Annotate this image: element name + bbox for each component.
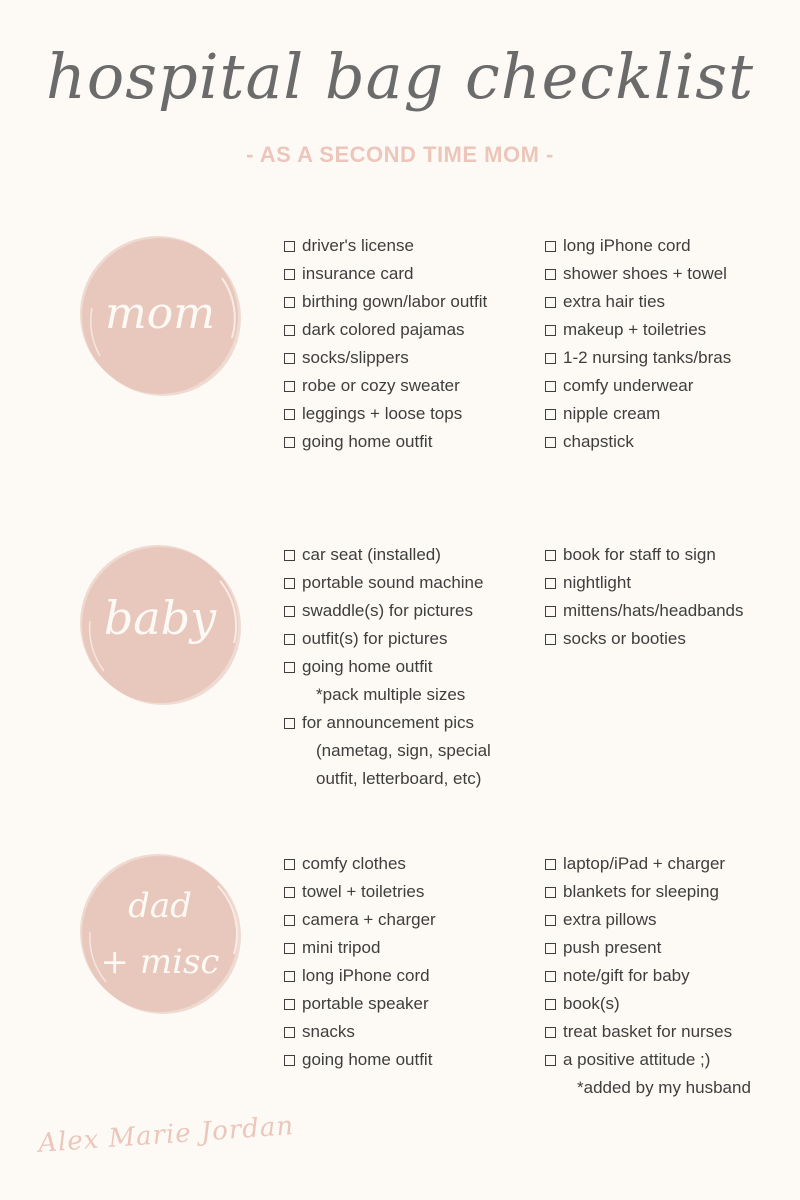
misc-badge-label: + misc (100, 942, 220, 982)
checklist-item[interactable]: a positive attitude ;) (545, 1046, 751, 1074)
checklist-item[interactable]: nipple cream (545, 400, 731, 428)
dad-misc-badge (82, 856, 238, 1012)
checkbox-icon[interactable] (284, 887, 295, 898)
checklist-item[interactable]: book(s) (545, 990, 751, 1018)
dad-list-left (284, 850, 436, 1074)
checkbox-icon[interactable] (545, 381, 556, 392)
item-note: *added by my husband (577, 1078, 751, 1097)
checkbox-icon[interactable] (284, 578, 295, 589)
section-dad-misc (0, 850, 800, 1110)
checkbox-icon[interactable] (284, 915, 295, 926)
checkbox-icon[interactable] (545, 437, 556, 448)
checkbox-icon[interactable] (284, 297, 295, 308)
checkbox-icon[interactable] (284, 241, 295, 252)
checkbox-icon[interactable] (545, 915, 556, 926)
checkbox-icon[interactable] (545, 409, 556, 420)
checklist-item[interactable]: leggings + loose tops (284, 400, 487, 428)
checklist-item[interactable]: makeup + toiletries (545, 316, 731, 344)
checklist-item[interactable]: car seat (installed) (284, 541, 491, 569)
author-signature: Alex Marie Jordan (37, 1111, 296, 1159)
checkbox-icon[interactable] (284, 269, 295, 280)
checkbox-icon[interactable] (545, 999, 556, 1010)
checklist-item[interactable]: laptop/iPad + charger (545, 850, 751, 878)
checklist-item[interactable]: for announcement pics (284, 709, 491, 737)
checkbox-icon[interactable] (545, 325, 556, 336)
checklist-item[interactable]: birthing gown/labor outfit (284, 288, 487, 316)
checklist-item[interactable]: going home outfit (284, 653, 491, 681)
checklist-item[interactable]: outfit(s) for pictures (284, 625, 491, 653)
checkbox-icon[interactable] (545, 241, 556, 252)
checklist-item[interactable]: 1-2 nursing tanks/bras (545, 344, 731, 372)
checkbox-icon[interactable] (545, 971, 556, 982)
checkbox-icon[interactable] (545, 859, 556, 870)
page-title: hospital bag checklist (45, 40, 755, 113)
dad-badge-label: dad (128, 886, 192, 926)
checklist-item[interactable]: camera + charger (284, 906, 436, 934)
item-note: *pack multiple sizes (316, 685, 466, 704)
checklist-item[interactable]: mini tripod (284, 934, 436, 962)
checklist-item[interactable]: robe or cozy sweater (284, 372, 487, 400)
checklist-item[interactable]: treat basket for nurses (545, 1018, 751, 1046)
checklist-item[interactable]: going home outfit (284, 428, 487, 456)
checkbox-icon[interactable] (545, 887, 556, 898)
checklist-item[interactable]: long iPhone cord (545, 232, 731, 260)
checklist-item[interactable]: extra hair ties (545, 288, 731, 316)
checklist-item[interactable]: extra pillows (545, 906, 751, 934)
checklist-item[interactable]: socks/slippers (284, 344, 487, 372)
checklist-item[interactable]: swaddle(s) for pictures (284, 597, 491, 625)
checkbox-icon[interactable] (284, 353, 295, 364)
baby-badge-label: baby (103, 591, 217, 645)
checklist-item[interactable]: push present (545, 934, 751, 962)
checkbox-icon[interactable] (284, 634, 295, 645)
checklist-item[interactable]: note/gift for baby (545, 962, 751, 990)
baby-badge (82, 547, 238, 703)
checklist-item[interactable]: comfy clothes (284, 850, 436, 878)
checkbox-icon[interactable] (284, 943, 295, 954)
checkbox-icon[interactable] (284, 606, 295, 617)
checkbox-icon[interactable] (545, 353, 556, 364)
checkbox-icon[interactable] (284, 325, 295, 336)
item-note: outfit, letterboard, etc) (316, 769, 482, 788)
checkbox-icon[interactable] (545, 1055, 556, 1066)
checkbox-icon[interactable] (284, 718, 295, 729)
checklist-item[interactable]: going home outfit (284, 1046, 436, 1074)
checkbox-icon[interactable] (545, 1027, 556, 1038)
checkbox-icon[interactable] (545, 297, 556, 308)
checkbox-icon[interactable] (545, 634, 556, 645)
checkbox-icon[interactable] (545, 550, 556, 561)
baby-list-right (545, 541, 744, 653)
checklist-item[interactable]: portable speaker (284, 990, 436, 1018)
checkbox-icon[interactable] (284, 999, 295, 1010)
checklist-item[interactable]: snacks (284, 1018, 436, 1046)
page-subtitle: - AS A SECOND TIME MOM - (246, 142, 554, 167)
checklist-item[interactable]: insurance card (284, 260, 487, 288)
checklist-item[interactable]: driver's license (284, 232, 487, 260)
checklist-item[interactable]: blankets for sleeping (545, 878, 751, 906)
checklist-item[interactable]: comfy underwear (545, 372, 731, 400)
checklist-item[interactable]: book for staff to sign (545, 541, 744, 569)
baby-list-left (284, 541, 491, 793)
checklist-item[interactable]: long iPhone cord (284, 962, 436, 990)
mom-badge (82, 238, 238, 394)
section-mom (0, 232, 800, 472)
checklist-item[interactable]: nightlight (545, 569, 744, 597)
checkbox-icon[interactable] (545, 269, 556, 280)
checkbox-icon[interactable] (284, 859, 295, 870)
checklist-item[interactable]: dark colored pajamas (284, 316, 487, 344)
checkbox-icon[interactable] (284, 550, 295, 561)
dad-list-right (545, 850, 751, 1102)
checklist-item[interactable]: towel + toiletries (284, 878, 436, 906)
checklist-item[interactable]: chapstick (545, 428, 731, 456)
checkbox-icon[interactable] (545, 606, 556, 617)
checklist-item[interactable]: shower shoes + towel (545, 260, 731, 288)
item-note: (nametag, sign, special (316, 741, 491, 760)
checklist-item[interactable]: portable sound machine (284, 569, 491, 597)
checkbox-icon[interactable] (284, 662, 295, 673)
checkbox-icon[interactable] (545, 578, 556, 589)
checkbox-icon[interactable] (284, 971, 295, 982)
checkbox-icon[interactable] (284, 1027, 295, 1038)
checklist-item[interactable]: socks or booties (545, 625, 744, 653)
checkbox-icon[interactable] (284, 409, 295, 420)
brush-ring-icon (82, 856, 238, 1012)
mom-list-right (545, 232, 731, 456)
checkbox-icon[interactable] (284, 1055, 295, 1066)
mom-list-left (284, 232, 487, 456)
checkbox-icon[interactable] (545, 943, 556, 954)
section-baby (0, 541, 800, 801)
checkbox-icon[interactable] (284, 381, 295, 392)
mom-badge-label: mom (105, 288, 215, 339)
checkbox-icon[interactable] (284, 437, 295, 448)
checklist-item[interactable]: mittens/hats/headbands (545, 597, 744, 625)
